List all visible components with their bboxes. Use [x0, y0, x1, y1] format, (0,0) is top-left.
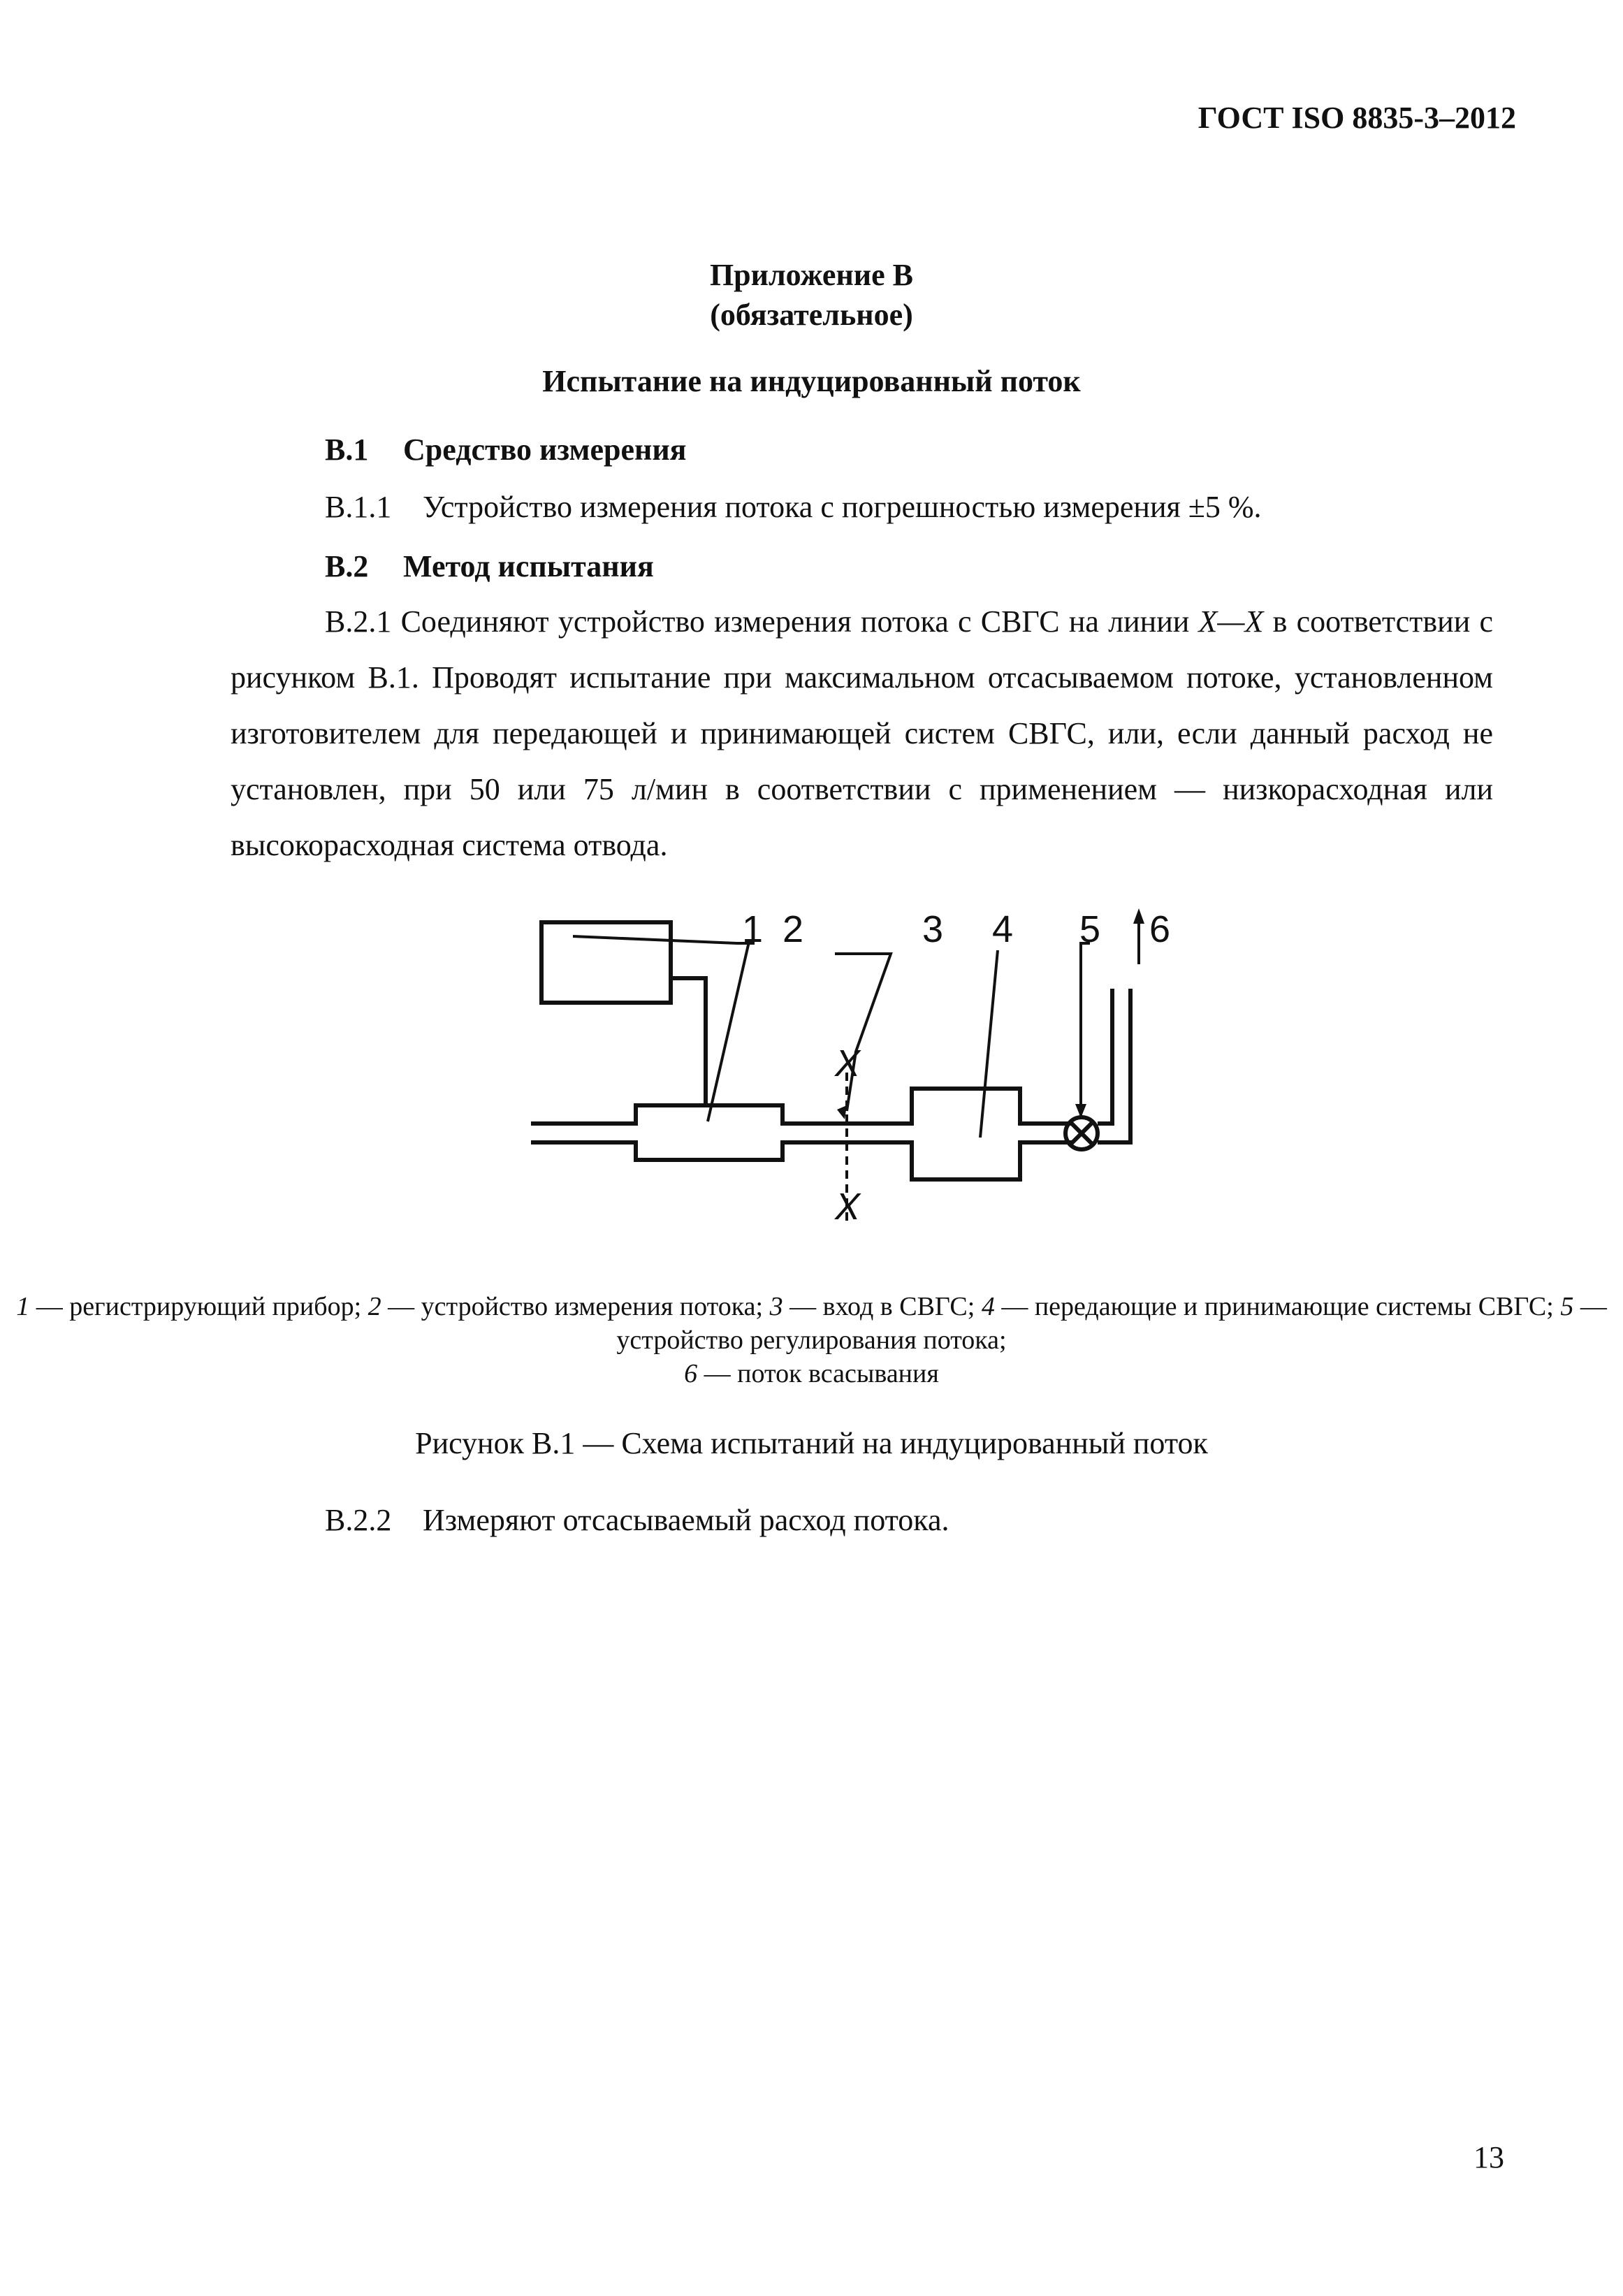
annex-title: Приложение В [709, 258, 914, 292]
key-3-number: 3 [769, 1292, 783, 1321]
instrument-connection-line [671, 978, 706, 1105]
key-6-text: — поток всасывания [697, 1359, 939, 1388]
leader-5 [1081, 943, 1090, 1115]
leader-3-arrowhead [837, 1105, 847, 1119]
label-x-bottom: X [835, 1186, 861, 1228]
leader-2 [708, 942, 749, 1121]
label-5: 5 [1079, 908, 1101, 950]
section-b1-heading [325, 432, 686, 467]
paragraph-b21-part2: в соответствии с рисунком В.1. Проводят испытание при максимальном отсасываемом потоке, установленном изготовителем для передающей и принимающей систем СВГС, или, если данный расход не установлен, при 50 или 75 л/мин в соответствии с применением — низкорасходная или высокорасходная система отвода. [231, 604, 1494, 862]
figure-legend [0, 1290, 1623, 1390]
label-3: 3 [922, 908, 944, 950]
section-b2-title: Метод испытания [403, 549, 654, 583]
line-xx-italic: X—X [1198, 604, 1264, 639]
page-number: 13 [1473, 2140, 1504, 2174]
key-2-text: — устройство измерения потока; [381, 1292, 770, 1321]
key-4-number: 4 [981, 1292, 995, 1321]
document-id: ГОСТ ISO 8835-3–2012 [1198, 101, 1516, 135]
pipe-upper-contour [531, 1089, 1072, 1124]
legend-line-1 [0, 1290, 1623, 1357]
section-b1-title: Средство измерения [403, 433, 687, 467]
pipe-lower-contour [531, 1142, 1072, 1179]
legend-line-2 [0, 1357, 1623, 1390]
leader-4 [980, 950, 998, 1138]
item-b11-text: Устройство измерения потока с погрешностью измерения ±5 %. [423, 490, 1262, 524]
key-5-text: — устройство регулирования потока; [616, 1292, 1607, 1355]
key-3-text: — вход в СВГС; [783, 1292, 982, 1321]
valve-cross [1070, 1122, 1093, 1145]
item-b11 [325, 489, 1262, 525]
section-b2-heading [325, 548, 654, 584]
section-b2-number: В.2 [325, 549, 369, 583]
paragraph-b21-part1: В.2.1 Соединяют устройство измерения потока с СВГС на линии [325, 604, 1199, 639]
section-b1-number: В.1 [325, 433, 369, 467]
key-1-text: — регистрирующий прибор; [29, 1292, 368, 1321]
key-4-text: — передающие и принимающие системы СВГС; [994, 1292, 1561, 1321]
figure-title: Рисунок В.1 — Схема испытаний на индуцированный поток [415, 1426, 1208, 1460]
label-2: 2 [783, 908, 804, 950]
leader-1 [573, 936, 755, 943]
label-4: 4 [992, 908, 1014, 950]
leader-3 [835, 954, 891, 1111]
label-x-top: X [835, 1042, 861, 1084]
key-6-number: 6 [684, 1359, 698, 1388]
recording-instrument-box [541, 922, 671, 1003]
key-5-number: 5 [1560, 1292, 1574, 1321]
suction-flow-arrowhead [1133, 908, 1144, 924]
item-b22-number: В.2.2 [325, 1503, 392, 1537]
suction-line-inner [1098, 989, 1112, 1124]
annex-heading: Испытание на индуцированный поток [542, 364, 1081, 398]
flow-test-diagram [531, 901, 1230, 1251]
key-2-number: 2 [367, 1292, 381, 1321]
label-6: 6 [1149, 908, 1171, 950]
key-1-number: 1 [16, 1292, 30, 1321]
label-1: 1 [742, 908, 764, 950]
item-b22 [325, 1502, 949, 1538]
annex-subtitle: (обязательное) [710, 298, 913, 332]
item-b11-number: В.1.1 [325, 490, 392, 524]
item-b22-text: Измеряют отсасываемый расход потока. [423, 1503, 949, 1537]
paragraph-b21 [231, 594, 1493, 873]
